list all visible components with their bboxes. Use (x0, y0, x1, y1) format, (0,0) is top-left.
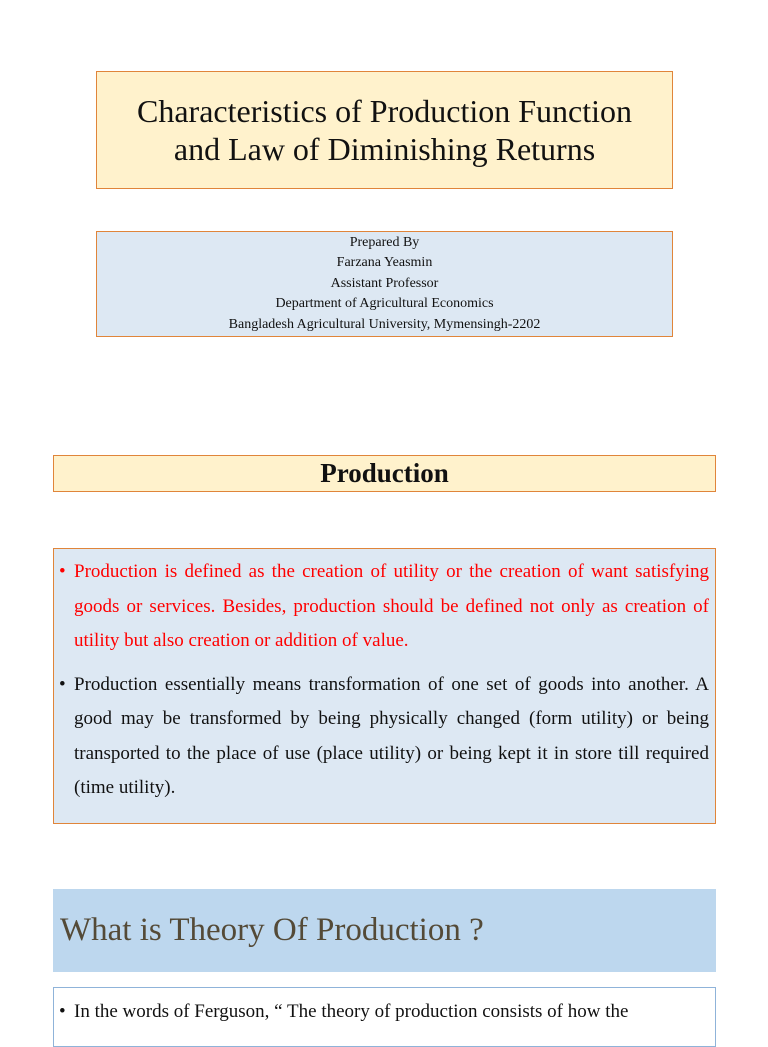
title-line-2: and Law of Diminishing Returns (173, 131, 596, 167)
theory-ferguson-point (59, 995, 709, 1030)
title-box (96, 71, 673, 189)
bullet-icon: • (59, 561, 66, 582)
bullet-icon: • (59, 1001, 66, 1022)
bullet-icon: • (59, 673, 66, 695)
production-transformation-point (59, 668, 709, 806)
author-box (96, 231, 673, 337)
prepared-by-label: Prepared By (349, 234, 420, 250)
author-university: Bangladesh Agricultural University, Mymensingh-2202 (228, 316, 541, 332)
production-definition-text: Production is defined as the creation of utility or the creation of want satisfying goods or services. Besides, production should be defined not only as creation of utility but also creation or addition of value. (74, 561, 709, 651)
production-transformation-text: Production essentially means transformation of one set of goods into another. A good may be transformed by being physically changed (form utility) or being transported to the place of use (place utility) or being kept it in store till required (time utility). (74, 673, 709, 798)
production-heading: Production (53, 455, 716, 492)
theory-content-box (53, 987, 716, 1047)
author-position: Assistant Professor (330, 275, 439, 291)
title-line-1: Characteristics of Production Function (136, 93, 632, 129)
theory-heading: What is Theory Of Production ? (53, 889, 716, 972)
production-content-box (53, 548, 716, 824)
author-name: Farzana Yeasmin (336, 255, 433, 271)
production-definition-point (59, 555, 709, 659)
author-department: Department of Agricultural Economics (275, 296, 494, 312)
theory-ferguson-text: In the words of Ferguson, “ The theory of production consists of how the (74, 1001, 629, 1022)
